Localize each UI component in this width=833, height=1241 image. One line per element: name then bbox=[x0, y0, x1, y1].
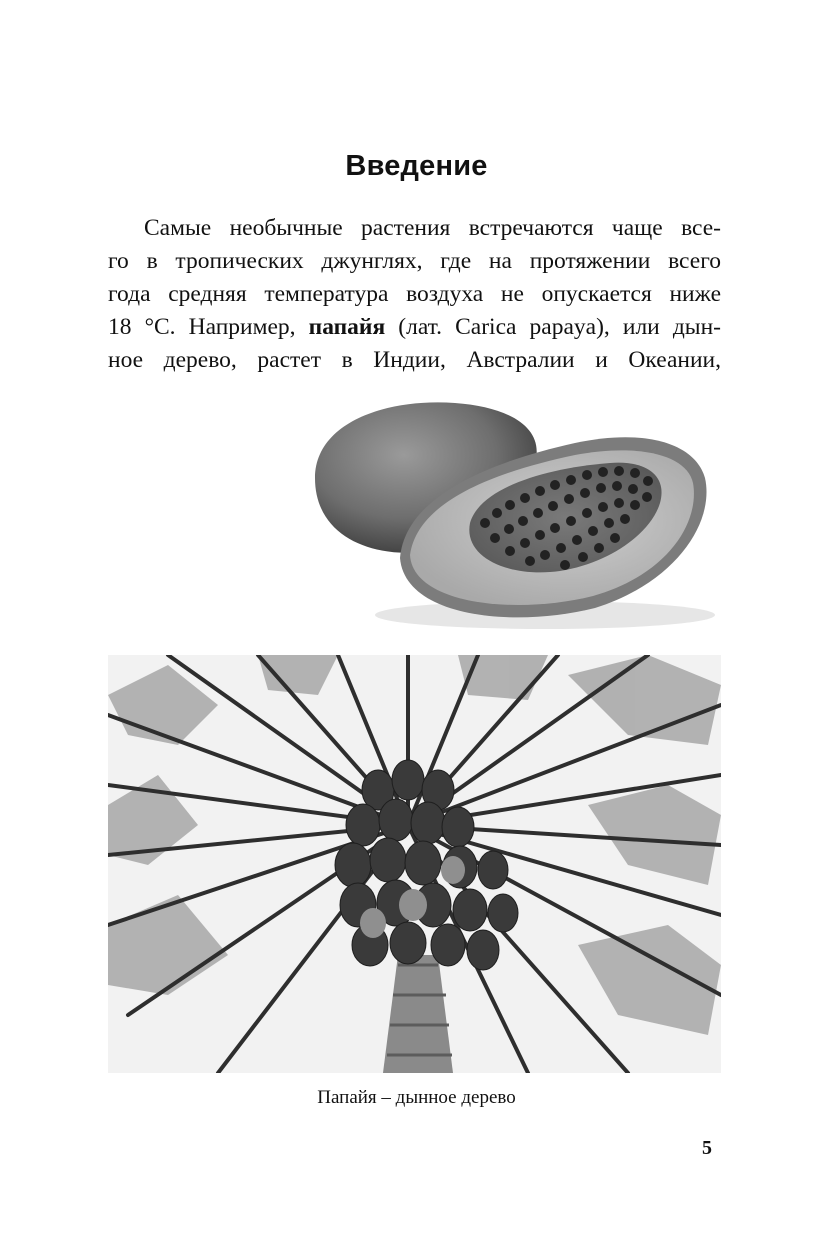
line-text: (лат. Carica papaya), или дын- bbox=[385, 314, 721, 340]
bold-term: папайя bbox=[308, 314, 386, 340]
papaya-fruit-photo bbox=[295, 383, 720, 643]
paragraph-line bbox=[108, 212, 721, 245]
body-paragraph bbox=[108, 212, 721, 377]
paragraph-line bbox=[108, 245, 721, 278]
paragraph-line bbox=[108, 311, 721, 344]
line-text: года средняя температура воздуха не опускается ниже bbox=[108, 281, 721, 307]
paragraph-line bbox=[108, 344, 721, 377]
page-number: 5 bbox=[702, 1137, 712, 1159]
figure-caption: Папайя – дынное дерево bbox=[317, 1087, 516, 1108]
line-text: 18 °С. Например, bbox=[108, 314, 309, 340]
chapter-title: Введение bbox=[345, 150, 488, 182]
papaya-tree-photo bbox=[108, 655, 721, 1073]
paragraph-line bbox=[108, 278, 721, 311]
line-text: го в тропических джунглях, где на протяжении всего bbox=[108, 248, 721, 274]
line-text: Самые необычные растения встречаются чаще все- bbox=[144, 215, 721, 241]
line-text: ное дерево, растет в Индии, Австралии и Океании, bbox=[108, 347, 721, 373]
